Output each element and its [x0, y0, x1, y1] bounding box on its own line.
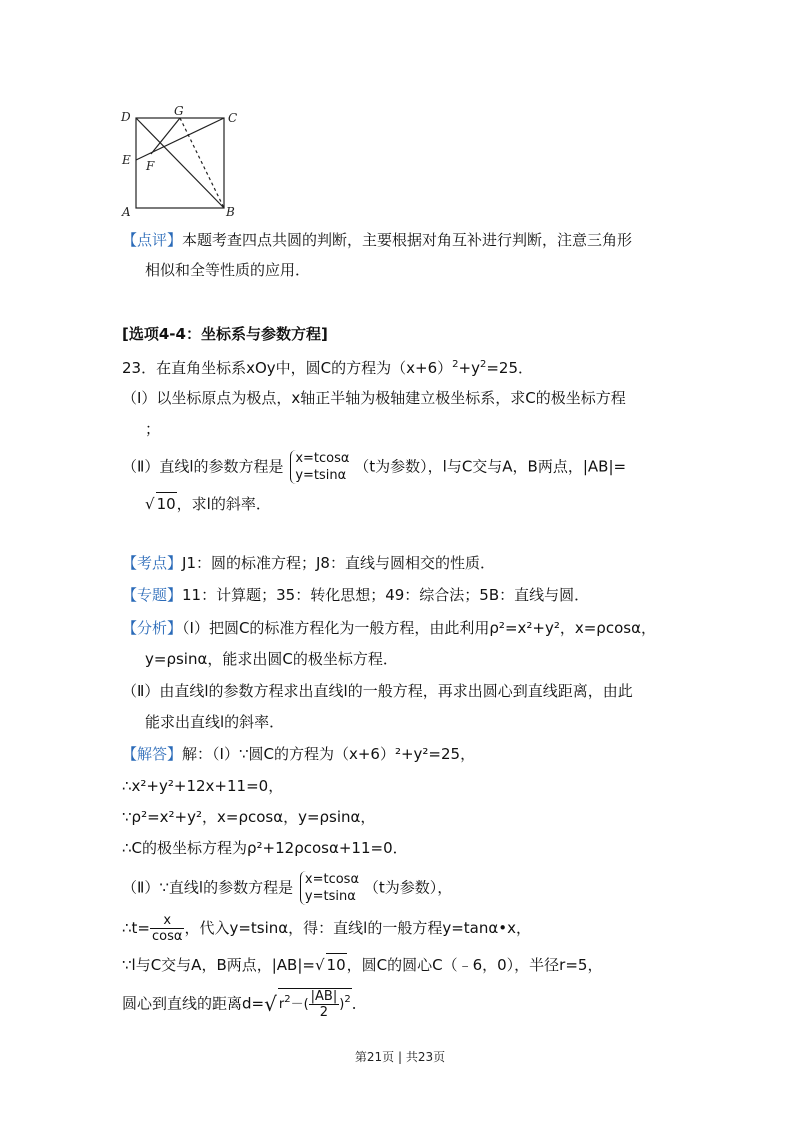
kaodian-tag: 【考点】 — [122, 554, 183, 572]
problem-part-1-semicolon: ； — [145, 420, 161, 438]
jieda-text-7b: ，圆C的圆心C（﹣6，0），半径r=5， — [346, 956, 603, 974]
fenxi-text-2: y=ρsinα，能求出圆C的极坐标方程． — [145, 650, 398, 668]
jieda-text-6a: ∴t= — [122, 919, 150, 937]
label-b: B — [226, 205, 235, 219]
sqrt-close: ) — [339, 997, 345, 1012]
jieda-line-7: ∵l与C交与A，B两点，|AB|=√ 10，圆C的圆心C（﹣6，0），半径r=5， — [122, 953, 602, 976]
jieda-line-1 — [122, 743, 475, 765]
problem-part-1-end — [145, 418, 160, 440]
problem-part-1 — [122, 387, 626, 409]
jieda-text-3: ∵ρ²=x²+y²，x=ρcosα，y=ρsinα， — [122, 808, 376, 826]
fenxi-line-3 — [122, 680, 633, 702]
comment-text-2: 相似和全等性质的应用． — [145, 261, 311, 279]
jieda-text-8a: 圆心到直线的距离d= — [122, 994, 265, 1013]
fenxi-line-1 — [122, 617, 656, 639]
jieda-line-4 — [122, 837, 408, 859]
param-x: x=tcosα — [295, 451, 350, 466]
jieda-text-8b: ． — [351, 994, 367, 1013]
jieda-text-4: ∴C的极坐标方程为ρ²+12ρcosα+11=0． — [122, 839, 408, 857]
page-footer: 第21页 | 共23页 — [354, 1050, 446, 1064]
sqrt-minus: －( — [290, 997, 309, 1012]
sqrt-10: 10 — [156, 492, 177, 515]
sqrt-r: r — [278, 997, 285, 1012]
jieda-param-y: y=tsinα — [304, 889, 356, 904]
problem-stmt-c: =25． — [486, 359, 533, 377]
fraction-numerator: x — [150, 913, 184, 929]
problem-part-2-c: ，求l的斜率． — [176, 495, 271, 513]
param-system — [288, 450, 349, 484]
problem-stmt-b: +y — [458, 359, 480, 377]
ab-over-2 — [309, 989, 340, 1020]
jieda-text-5b: （t为参数）， — [363, 878, 453, 897]
fenxi-text-1: （Ⅰ）把圆C的标准方程化为一般方程，由此利用ρ²=x²+y²，x=ρcosα， — [182, 619, 656, 637]
label-a: A — [122, 205, 131, 219]
label-g: G — [174, 104, 184, 118]
geometry-figure — [118, 104, 248, 222]
section-heading: [选项4-4：坐标系与参数方程] — [122, 325, 328, 343]
jieda-line-8: 圆心到直线的距离d=√ $r^2-$( $\frac{|AB|}{2}$ )$^2$． — [122, 989, 367, 1020]
jieda-sqrt-10: 10 — [326, 953, 347, 976]
label-f: F — [146, 159, 155, 173]
comment-text-1: 本题考查四点共圆的判断，主要根据对角互补进行判断，注意三角形 — [182, 231, 633, 249]
jieda-tag: 【解答】 — [122, 745, 183, 763]
jieda-line-3 — [122, 806, 375, 828]
problem-number: 23． — [122, 359, 157, 377]
problem-part-2-a: （Ⅱ）直线l的参数方程是 — [122, 457, 284, 476]
sqrt-close-exp: 2 — [344, 994, 351, 1005]
jieda-param-x: x=tcosα — [304, 872, 360, 887]
param-y: y=tsinα — [295, 468, 347, 483]
problem-part-1-text: （Ⅰ）以坐标原点为极点，x轴正半轴为极轴建立极坐标系，求C的极坐标方程 — [122, 389, 626, 407]
jieda-line-6 — [122, 913, 531, 944]
problem-statement: 23．在直角坐标系xOy中，圆C的方程为$(x+6)^2+y^2=25$． — [122, 359, 533, 377]
comment-line-1 — [122, 229, 632, 251]
jieda-line-5 — [122, 871, 452, 905]
jieda-text-6b: ，代入y=tsinα，得：直线l的一般方程y=tanα•x， — [184, 919, 531, 937]
fenxi-text-4: 能求出直线l的斜率． — [145, 713, 285, 731]
sqrt-r-exp: 2 — [284, 994, 291, 1005]
jieda-text-2: ∴x²+y²+12x+11=0， — [122, 777, 284, 795]
fraction-x-over-cos — [150, 913, 184, 944]
fenxi-line-4 — [145, 711, 284, 733]
zhuanti-text: 11：计算题；35：转化思想；49：综合法；5B：直线与圆． — [182, 586, 590, 604]
comment-tag: 【点评】 — [122, 231, 183, 249]
label-e: E — [122, 153, 131, 167]
kaodian-text: J1：圆的标准方程；J8：直线与圆相交的性质． — [182, 554, 495, 572]
problem-part-2-b: （t为参数），l与C交与A，B两点，|AB|= — [354, 457, 627, 476]
ab-numerator: |AB| — [310, 989, 338, 1004]
ab-denominator: 2 — [319, 1005, 329, 1020]
segment-gb-dashed — [180, 118, 224, 208]
label-c: C — [228, 111, 238, 125]
zhuanti-line — [122, 584, 589, 606]
fraction-denominator: cosα — [152, 929, 183, 944]
jieda-text-5a: （Ⅱ）∵直线l的参数方程是 — [122, 878, 294, 897]
jieda-param-system — [298, 871, 359, 905]
kaodian-line — [122, 552, 495, 574]
fenxi-tag: 【分析】 — [122, 619, 183, 637]
segment-ec — [136, 118, 224, 160]
jieda-text-7a: ∵l与C交与A，B两点，|AB|= — [122, 956, 315, 974]
zhuanti-tag: 【专题】 — [122, 586, 183, 604]
distance-sqrt — [278, 988, 352, 1020]
label-d: D — [121, 110, 131, 124]
problem-stmt-a: 在直角坐标系xOy中，圆C的方程为（x+6） — [156, 359, 453, 377]
jieda-line-2 — [122, 775, 283, 797]
jieda-text-1: 解：（Ⅰ）∵圆C的方程为（x+6）²+y²=25， — [182, 745, 476, 763]
comment-line-2 — [145, 259, 310, 281]
fenxi-line-2 — [145, 648, 398, 670]
fenxi-text-3: （Ⅱ）由直线l的参数方程求出直线l的一般方程，再求出圆心到直线距离，由此 — [122, 682, 633, 700]
problem-part-2-end: √ 10，求l的斜率． — [145, 492, 271, 515]
problem-part-2 — [122, 450, 626, 484]
